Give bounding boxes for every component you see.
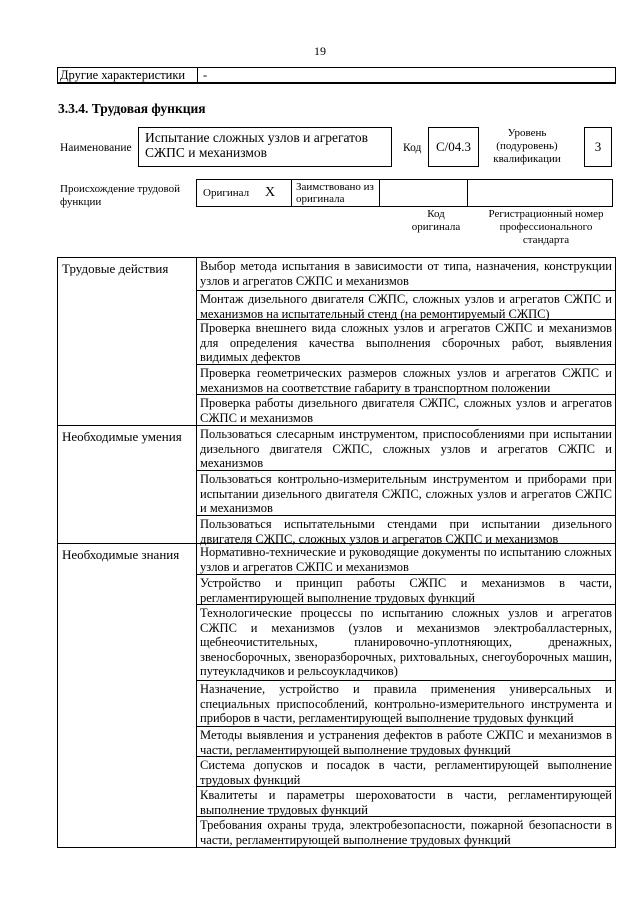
knowledge-item: Система допусков и посадок в части, регламентирующей выполнение трудовых функций (197, 756, 615, 786)
labor-action-item: Монтаж дизельного двигателя СЖПС, сложных узлов и агрегатов СЖПС и механизмов на испытательный стенд (на ремонтируемый СЖПС) (197, 290, 615, 319)
skill-item: Пользоваться контрольно-измерительным инструментом и приборами при испытании дизельного двигателя СЖПС, сложных узлов и агрегатов СЖПС и механизмов (197, 470, 615, 515)
knowledge-item: Устройство и принцип работы СЖПС и механизмов в части, регламентирующей выполнение трудовых функций (197, 574, 615, 604)
labor-action-item: Проверка работы дизельного двигателя СЖПС, сложных узлов и агрегатов СЖПС и механизмов (197, 394, 615, 425)
knowledge-item: Методы выявления и устранения дефектов в работе СЖПС и механизмов в части, регламентирующей выполнение трудовых функций (197, 726, 615, 756)
knowledge-item: Требования охраны труда, электробезопасности, пожарной безопасности в части, регламентирующей выполнение трудовых функций (197, 816, 615, 847)
cell-divider (467, 180, 468, 206)
original-mark: X (265, 185, 276, 200)
qualification-level: 3 (584, 127, 612, 167)
labor-action-item: Проверка внешнего вида сложных узлов и агрегатов СЖПС и механизмов для определения качества выполнения сборочных работ, выявления видимых дефектов (197, 319, 615, 364)
reg-number-caption: Регистрационный номер профессионального стандарта (488, 208, 604, 246)
labor-actions-label: Трудовые действия (62, 261, 169, 276)
skill-item: Пользоваться слесарным инструментом, приспособлениями при испытании дизельного двигателя СЖПС, сложных узлов и агрегатов СЖПС и механизмов (197, 425, 615, 470)
other-characteristics-label: Другие характеристики (60, 68, 186, 82)
origin-table (196, 179, 613, 207)
function-details-table (57, 257, 616, 848)
level-label: Уровень (подуровень) квалификации (493, 127, 561, 165)
skill-item: Пользоваться испытательными стендами при испытании дизельного двигателя СЖПС, сложных узлов и агрегатов СЖПС и механизмов (197, 515, 615, 543)
labor-action-item: Проверка геометрических размеров сложных узлов и агрегатов СЖПС и механизмов на соответствие габариту в транспортном положении (197, 364, 615, 394)
code-caption: Код оригинала (411, 208, 461, 233)
labor-action-item: Выбор метода испытания в зависимости от типа, назначения, конструкции узлов и агрегатов СЖПС и механизмов (200, 259, 612, 288)
other-characteristics-row (57, 67, 616, 84)
original-label: Оригинал (203, 187, 250, 199)
knowledge-item: Нормативно-технические и руководящие документы по испытанию сложных узлов и агрегатов СЖПС и механизмов (197, 543, 615, 574)
code-label: Код (403, 142, 422, 154)
row-divider (58, 543, 196, 544)
function-title: Испытание сложных узлов и агрегатов СЖПС и механизмов (138, 127, 392, 167)
other-characteristics-value: - (203, 68, 208, 82)
origin-label: Происхождение трудовой функции (60, 183, 181, 208)
cell-divider (197, 68, 198, 82)
row-divider (58, 425, 196, 426)
cell-divider (379, 180, 380, 206)
knowledge-item: Технологические процессы по испытанию сложных узлов и агрегатов СЖПС и механизмов (узлов и механизмов электробалластерных, щебнеочистительных, планировочно-уплотняющих, дренажных, звеносборочных, звеноразборочных, рихтовальных, снегоуборочных машин, путеукладчиков и рельсоукладчиков) (197, 604, 615, 680)
knowledge-item: Квалитеты и параметры шероховатости в части, регламентирующей выполнение трудовых функций (197, 786, 615, 816)
function-code: C/04.3 (428, 127, 479, 167)
skills-label: Необходимые умения (62, 429, 182, 444)
knowledge-item: Назначение, устройство и правила применения универсальных и специальных приспособлений, контрольно-измерительного инструмента и приборов в части, регламентирующей выполнение трудовых функций (197, 680, 615, 726)
borrowed-label: Заимствовано из оригинала (296, 181, 374, 205)
naming-label: Наименование (60, 142, 132, 154)
section-title: 3.3.4. Трудовая функция (58, 101, 206, 116)
page-number: 19 (314, 44, 326, 58)
knowledge-label: Необходимые знания (62, 547, 180, 562)
cell-divider (291, 180, 292, 206)
